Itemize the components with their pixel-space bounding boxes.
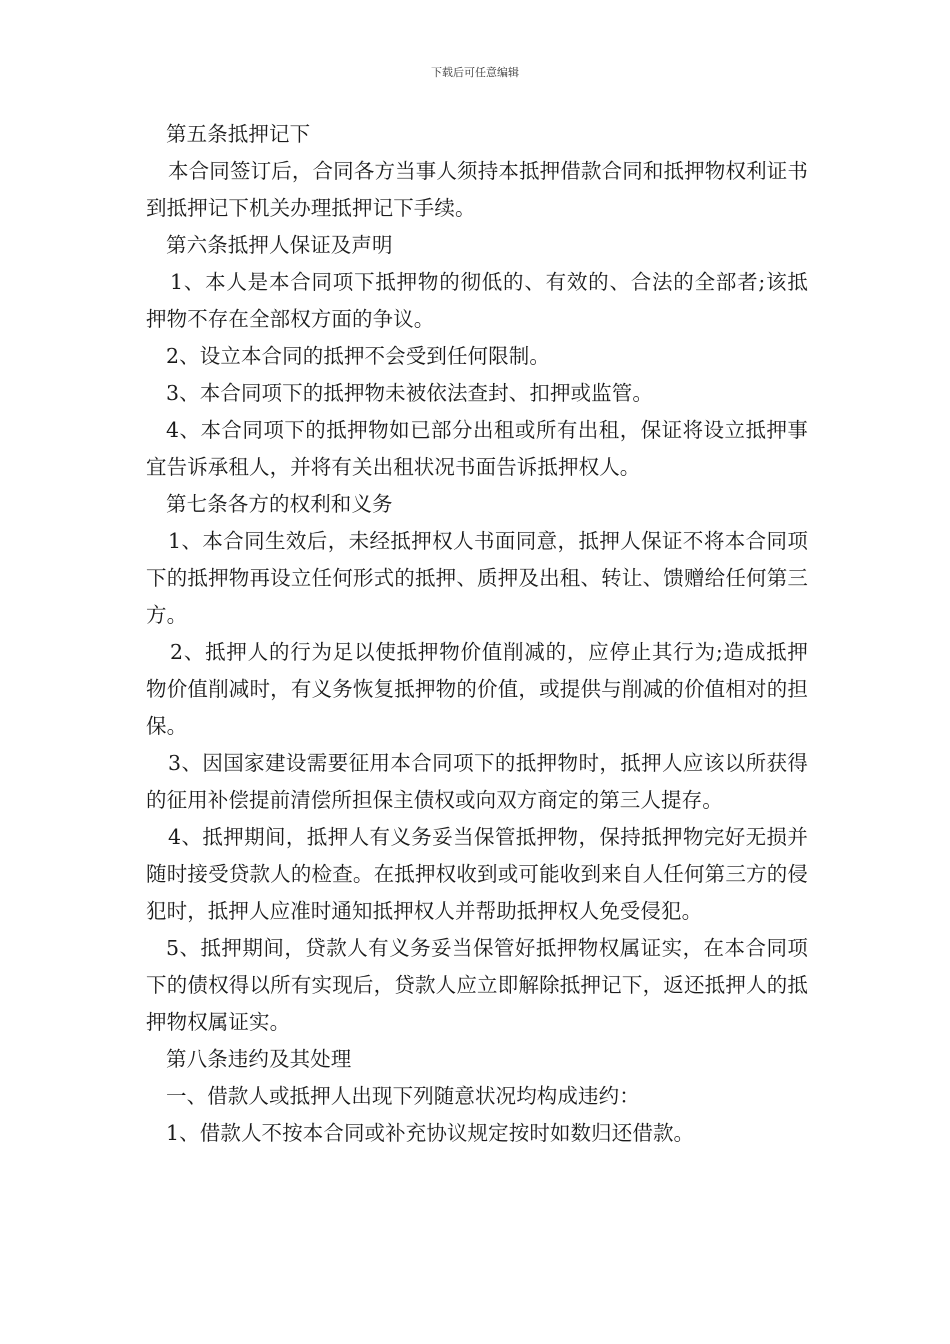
article-6-item-3: 3、本合同项下的抵押物未被依法查封、扣押或监管。 [166, 381, 653, 405]
article-7-item-5: 5、抵押期间，贷款人有义务妥当保管好抵押物权属证实，在本合同项下的债权得以所有实现后，贷款人应立即解除抵押记下，返还抵押人的抵押物权属证实。 [146, 936, 808, 1034]
article-6-item-4: 4、本合同项下的抵押物如已部分出租或所有出租，保证将设立抵押事宜告诉承租人，并将有关出租状况书面告诉抵押权人。 [146, 418, 808, 479]
document-body [146, 116, 808, 1152]
article-8-section-1: 一、借款人或抵押人出现下列随意状况均构成违约： [166, 1084, 640, 1108]
article-6-heading: 第六条抵押人保证及声明 [166, 233, 393, 257]
article-5-paragraph: 本合同签订后，合同各方当事人须持本抵押借款合同和抵押物权利证书到抵押记下机关办理抵押记下手续。 [146, 159, 808, 220]
article-6-item-2: 2、设立本合同的抵押不会受到任何限制。 [166, 344, 550, 368]
article-7-item-3: 3、因国家建设需要征用本合同项下的抵押物时，抵押人应该以所获得的征用补偿提前清偿所担保主债权或向双方商定的第三人提存。 [146, 751, 808, 812]
article-5-heading: 第五条抵押记下 [166, 122, 311, 146]
article-6-item-1: 1、本人是本合同项下抵押物的彻低的、有效的、合法的全部者;该抵押物不存在全部权方面的争议。 [146, 270, 808, 331]
page-header: 下载后可任意编辑 [431, 66, 519, 79]
article-7-item-4: 4、抵押期间，抵押人有义务妥当保管抵押物，保持抵押物完好无损并随时接受贷款人的检查。在抵押权收到或可能收到来自人任何第三方的侵犯时，抵押人应准时通知抵押权人并帮助抵押权人免受侵犯。 [146, 825, 808, 923]
article-8-item-1: 1、借款人不按本合同或补充协议规定按时如数归还借款。 [166, 1121, 695, 1145]
article-8-heading: 第八条违约及其处理 [166, 1047, 352, 1071]
article-7-heading: 第七条各方的权利和义务 [166, 492, 393, 516]
article-7-item-1: 1、本合同生效后，未经抵押权人书面同意，抵押人保证不将本合同项下的抵押物再设立任何形式的抵押、质押及出租、转让、馈赠给任何第三方。 [146, 529, 808, 627]
article-7-item-2: 2、抵押人的行为足以使抵押物价值削减的，应停止其行为;造成抵押物价值削减时，有义务恢复抵押物的价值，或提供与削减的价值相对的担保。 [146, 640, 808, 738]
